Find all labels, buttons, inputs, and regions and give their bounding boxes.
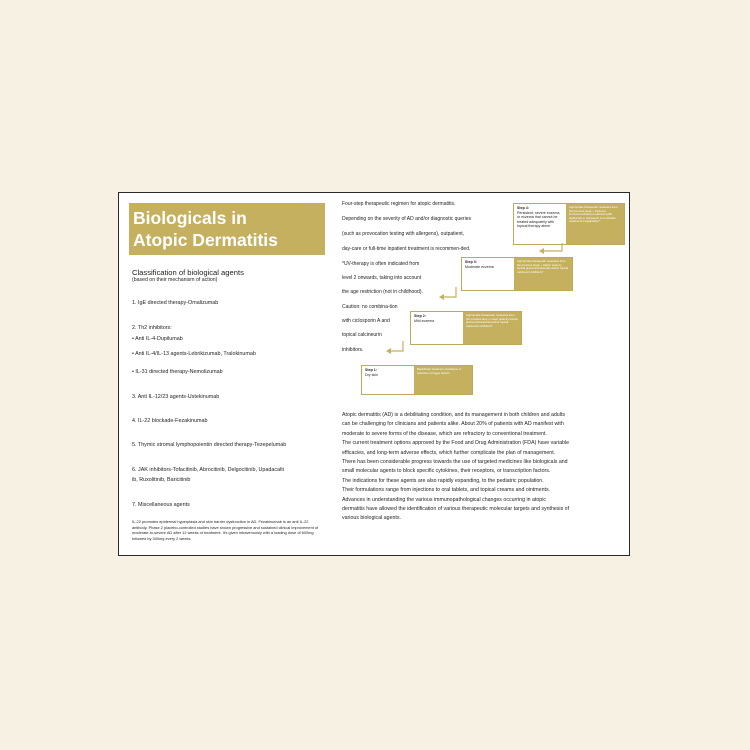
body-line: various biological agents. bbox=[342, 515, 401, 522]
body-line: moderate to severe forms of the disease, which are refractory to conventional treatment. bbox=[342, 430, 547, 437]
step-arrow-icon bbox=[369, 339, 569, 359]
step-description: Dry skin bbox=[365, 372, 378, 377]
step-treatment: Appropriate therapeutic measures from the previous step + Lower potency topical glucocorticosteroids and/or topical calcineurin inhibitors* bbox=[463, 312, 521, 344]
agent-item: 2. Th2 inhibitors: bbox=[132, 325, 172, 331]
body-line: Atopic dermatitis (AD) is a debilitating condition, and its management in both children and adults bbox=[342, 412, 565, 418]
body-line: Advances in understanding the various immunopathological changes occurring in atopic bbox=[342, 496, 546, 503]
regimen-line: the age restriction (not in childhood). bbox=[342, 289, 423, 295]
step-1-box bbox=[361, 365, 473, 395]
agent-item: 5. Thymic stromal lymphopoientin directed therapy-Tezepelumab bbox=[132, 442, 287, 448]
agent-item: 7. Miscellaneous agents bbox=[132, 502, 190, 508]
agent-item: 6. JAK inhibitors-Tofacitinib, Abrocitinib, Delgocitinib, Upadacalti bbox=[132, 467, 284, 473]
classification-note: (based on their mechanism of action) bbox=[132, 277, 218, 283]
regimen-line: level 2 onwards, taking into account bbox=[342, 275, 422, 281]
regimen-line: with ciclosporin A and bbox=[342, 318, 390, 324]
body-line: There has been considerable progress towards the use of targeted medicines like biologicals and bbox=[342, 459, 568, 466]
title-banner bbox=[129, 203, 325, 255]
regimen-line: Depending on the severity of AD and/or diagnostic queries bbox=[342, 216, 471, 222]
body-line: small molecular agents to block specific cytokines, their receptors, or transcription factors. bbox=[342, 468, 551, 475]
fezakinumab-footnote: IL-22 promotes epidermal hyperplasia and skin barrier dysfunction in AD. Fezakinumab is an anti IL-22 antibody. Phase 2 placebo-controlled studies have shown progressive and sustained clinical improvement of moderate-to-severe AD after 12 weeks of treatment. It's given intravenously with a loading dose of 600mg followed by 300mg every 2 weeks. bbox=[132, 519, 319, 541]
regimen-line: Four-step therapeutic regimen for atopic dermatitis. bbox=[342, 201, 456, 207]
regimen-line: (such as provocation testing with allergens), outpatient, bbox=[342, 231, 465, 237]
regimen-line: *UV-therapy is often indicated from bbox=[342, 261, 420, 267]
regimen-line: day-care or full-time inpatient treatment is recommen-ded. bbox=[342, 246, 471, 252]
body-line: efficacies, and long-term adverse effects, which further complicate the plan of management. bbox=[342, 449, 556, 456]
regimen-line: inhibitors. bbox=[342, 347, 364, 353]
body-line: can be challenging for clinicians and patients alike. About 20% of patients with AD manifest with bbox=[342, 421, 564, 428]
agent-item: • IL-31 directed therapy-Nemolizumab bbox=[132, 369, 223, 375]
agent-item: 3. Anti IL-12/23 agents-Ustekinumab bbox=[132, 394, 220, 400]
step-treatment: Basic/basic treatment. Avoidance or reduction of trigger factors bbox=[414, 366, 472, 394]
title-line-2: Atopic Dermatitis bbox=[133, 230, 278, 250]
step-treatment: Appropriate therapeutic measures from the previous steps + Systemic immunomodulatory treatment (with dupilumab or ciclosporin A or off-label treatments if applicable)* bbox=[566, 204, 624, 244]
agent-item: ib, Ruxolitinib, Baricitinib bbox=[132, 477, 191, 483]
body-line: dermatitis have allowed the identification of various therapeutic molecular targets and synthesis of bbox=[342, 506, 570, 513]
agent-item: • Anti IL-4/IL-13 agents-Lebrikizumab, Tralokinumab bbox=[132, 351, 256, 357]
classification-heading: Classification of biological agents bbox=[132, 268, 244, 277]
body-line: The indications for these agents are also rapidly expanding, to the pediatric population. bbox=[342, 477, 544, 484]
agent-item: 1. IgE directed therapy-Omalizumab bbox=[132, 300, 219, 306]
poster-sheet bbox=[118, 192, 630, 556]
step-treatment: Appropriate therapeutic measures from the previous steps + Higher potency topical glucocorticosteroids and/or topical calcineurin inhibitors* bbox=[514, 258, 572, 290]
step-label: Step 1: bbox=[365, 368, 377, 372]
body-line: The current treatment options approved by the Food and Drug Administration (FDA) have variable bbox=[342, 440, 570, 447]
step-label: Step 2: bbox=[414, 314, 426, 318]
step-label: Step 3: bbox=[465, 260, 477, 264]
regimen-line: Caution: no combina-tion bbox=[342, 304, 398, 310]
agent-item: 4. IL-22 blockade-Fezakinumab bbox=[132, 418, 208, 424]
body-line: Their formulations range from injections to oral tablets, and topical creams and ointments. bbox=[342, 487, 551, 494]
regimen-line: topical calcineurin bbox=[342, 332, 382, 338]
step-label: Step 4: bbox=[517, 206, 529, 210]
step-description: Mild eczema bbox=[414, 318, 435, 323]
title-line-1: Biologicals in bbox=[133, 208, 247, 228]
step-arrow-icon bbox=[419, 285, 619, 305]
step-description: Moderate eczema bbox=[465, 264, 494, 269]
step-description: Persistent, severe eczema, or eczema that cannot be treated adequately with topical therapy alone bbox=[517, 210, 561, 229]
step-4-box bbox=[513, 203, 625, 245]
agent-item: • Anti IL-4-Dupilumab bbox=[132, 336, 183, 342]
intro-paragraph bbox=[342, 411, 626, 524]
